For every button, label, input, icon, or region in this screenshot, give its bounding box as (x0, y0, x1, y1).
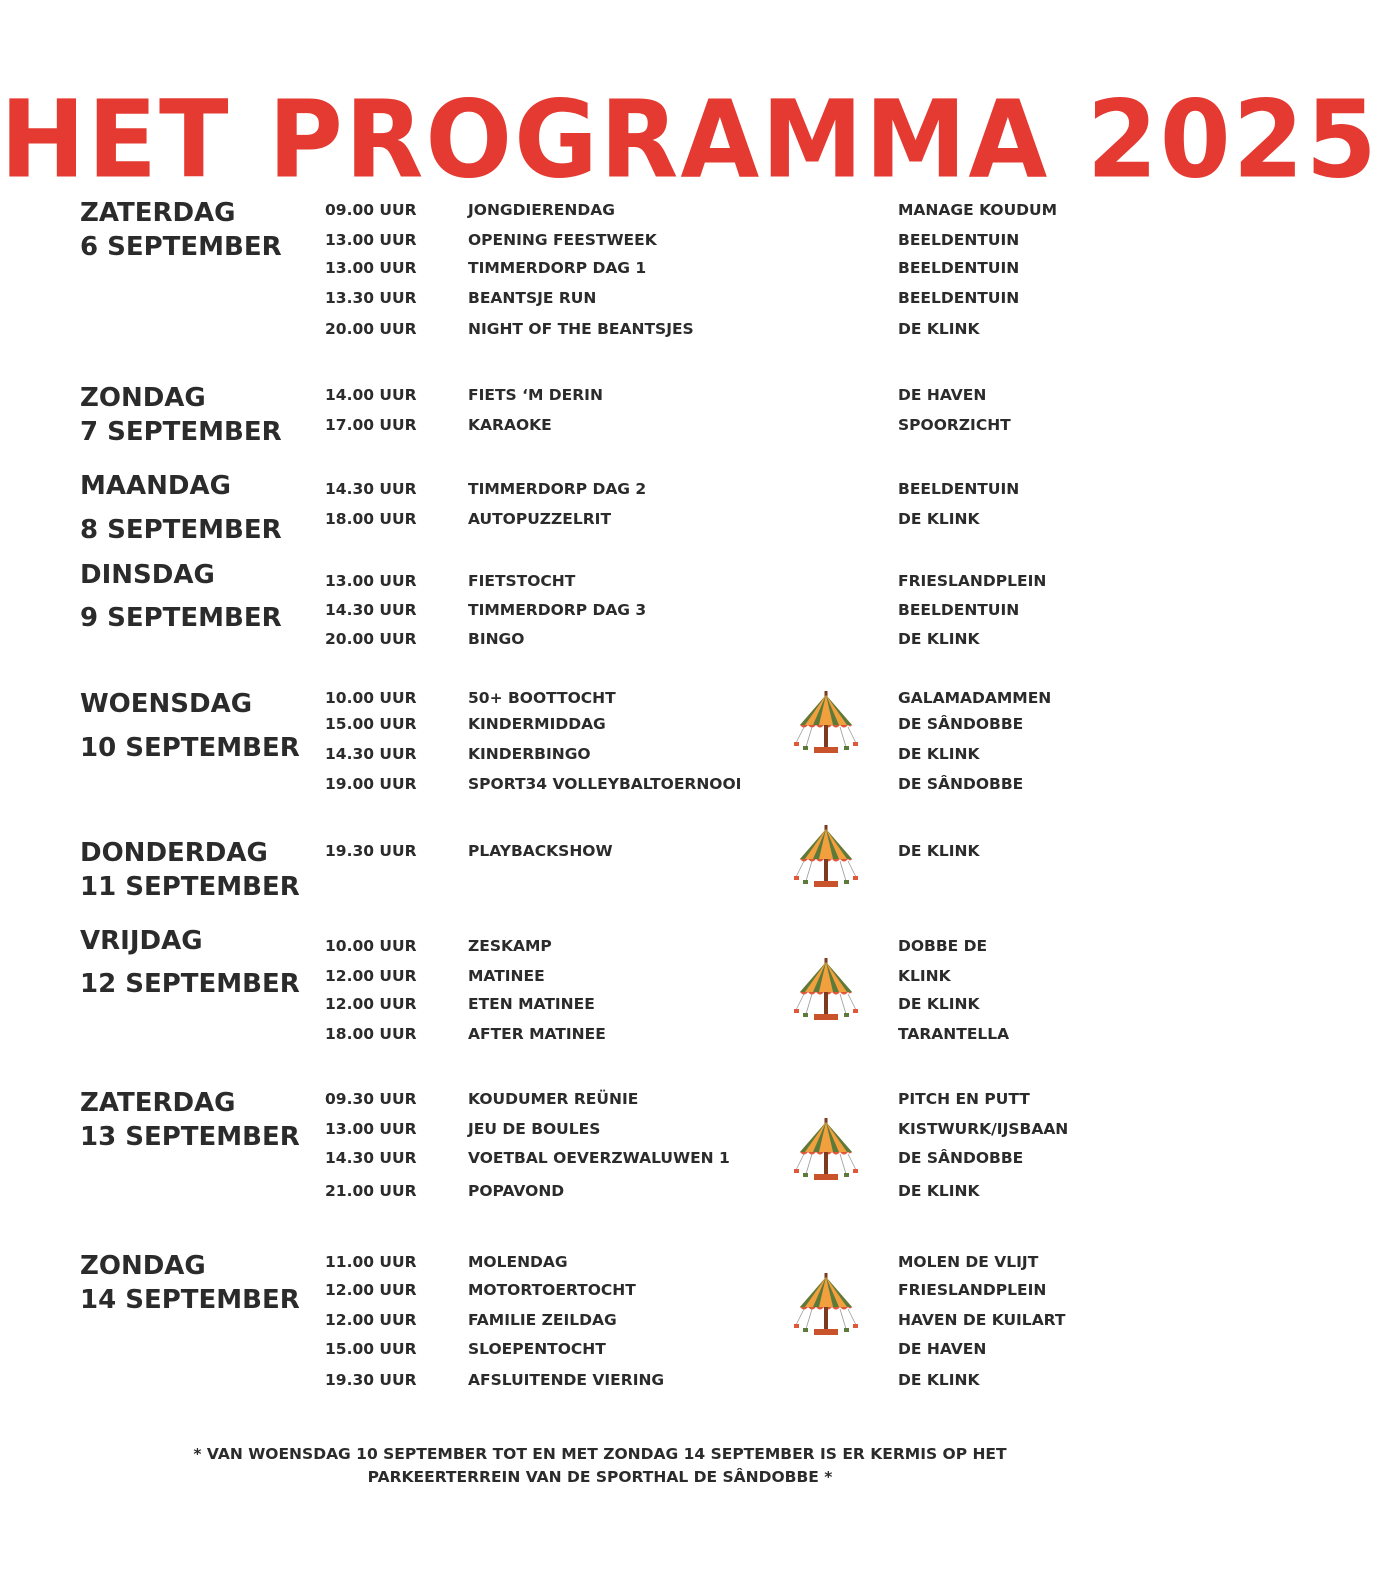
event-time: 09.00 UUR (325, 201, 417, 219)
event-location: DE KLINK (898, 745, 980, 763)
event-location: SPOORZICHT (898, 416, 1011, 434)
event-row (0, 231, 1200, 255)
carousel-icon (794, 1118, 858, 1182)
kermis-footnote (0, 1443, 1200, 1489)
event-title: MOTORTOERTOCHT (468, 1281, 636, 1299)
event-location: PITCH EN PUTT (898, 1090, 1030, 1108)
footnote-line-2: PARKEERTERREIN VAN DE SPORTHAL DE SÂNDOBBE * (367, 1468, 833, 1486)
day-name: ZONDAG (80, 383, 206, 413)
event-row (0, 416, 1200, 440)
event-time: 11.00 UUR (325, 1253, 417, 1271)
event-location: DE KLINK (898, 320, 980, 338)
event-row (0, 320, 1200, 344)
event-time: 14.30 UUR (325, 745, 417, 763)
event-time: 15.00 UUR (325, 1340, 417, 1358)
event-location: DE KLINK (898, 630, 980, 648)
event-location: DE KLINK (898, 1182, 980, 1200)
event-row (0, 995, 1200, 1019)
event-time: 14.30 UUR (325, 1149, 417, 1167)
event-row (0, 510, 1200, 534)
event-time: 20.00 UUR (325, 630, 417, 648)
event-title: KINDERBINGO (468, 745, 591, 763)
event-location: FRIESLANDPLEIN (898, 572, 1047, 590)
event-title: OPENING FEESTWEEK (468, 231, 657, 249)
carousel-icon (794, 958, 858, 1022)
event-time: 14.30 UUR (325, 480, 417, 498)
event-title: MATINEE (468, 967, 545, 985)
event-title: JONGDIERENDAG (468, 201, 615, 219)
event-time: 20.00 UUR (325, 320, 417, 338)
event-time: 18.00 UUR (325, 1025, 417, 1043)
event-row (0, 1371, 1200, 1395)
event-title: KOUDUMER REÜNIE (468, 1090, 639, 1108)
day-date: 7 SEPTEMBER (80, 417, 282, 447)
event-title: SLOEPENTOCHT (468, 1340, 606, 1358)
event-time: 10.00 UUR (325, 937, 417, 955)
footnote-line-1: * VAN WOENSDAG 10 SEPTEMBER TOT EN MET ZONDAG 14 SEPTEMBER IS ER KERMIS OP HET (193, 1445, 1007, 1463)
event-title: TIMMERDORP DAG 3 (468, 601, 647, 619)
event-time: 10.00 UUR (325, 689, 417, 707)
day-name: DONDERDAG (80, 838, 268, 868)
day-date: 14 SEPTEMBER (80, 1285, 300, 1315)
event-time: 13.30 UUR (325, 289, 417, 307)
event-title: AFSLUITENDE VIERING (468, 1371, 665, 1389)
event-row (0, 1253, 1200, 1277)
event-location: DE KLINK (898, 842, 980, 860)
event-row (0, 480, 1200, 504)
event-title: PLAYBACKSHOW (468, 842, 613, 860)
event-title: BEANTSJE RUN (468, 289, 597, 307)
event-time: 12.00 UUR (325, 1311, 417, 1329)
event-location: HAVEN DE KUILART (898, 1311, 1066, 1329)
event-time: 13.00 UUR (325, 259, 417, 277)
event-time: 14.00 UUR (325, 386, 417, 404)
event-title: FIETS ‘M DERIN (468, 386, 603, 404)
event-row (0, 630, 1200, 654)
day-name: ZATERDAG (80, 1088, 236, 1118)
event-location: DE KLINK (898, 510, 980, 528)
event-row (0, 201, 1200, 225)
event-location: DE SÂNDOBBE (898, 715, 1024, 733)
event-location: BEELDENTUIN (898, 601, 1020, 619)
day-name: WOENSDAG (80, 689, 253, 719)
event-location: GALAMADAMMEN (898, 689, 1052, 707)
day-date: 6 SEPTEMBER (80, 232, 282, 262)
event-row (0, 745, 1200, 769)
event-row (0, 386, 1200, 410)
event-time: 19.30 UUR (325, 842, 417, 860)
event-row (0, 259, 1200, 283)
event-row (0, 689, 1200, 713)
day-date: 13 SEPTEMBER (80, 1122, 300, 1152)
event-time: 17.00 UUR (325, 416, 417, 434)
event-title: JEU DE BOULES (468, 1120, 601, 1138)
event-row (0, 842, 1200, 866)
page-title: HET PROGRAMMA 2025 (0, 78, 1379, 204)
day-date: 8 SEPTEMBER (80, 515, 282, 545)
event-title: KARAOKE (468, 416, 552, 434)
event-title: FIETSTOCHT (468, 572, 576, 590)
event-title: TIMMERDORP DAG 1 (468, 259, 647, 277)
event-location: KLINK (898, 967, 951, 985)
event-row (0, 715, 1200, 739)
event-row (0, 1025, 1200, 1049)
event-row (0, 1281, 1200, 1305)
event-title: 50+ BOOTTOCHT (468, 689, 616, 707)
event-row (0, 1149, 1200, 1173)
event-row (0, 1090, 1200, 1114)
event-title: KINDERMIDDAG (468, 715, 606, 733)
event-location: DE HAVEN (898, 1340, 987, 1358)
event-time: 12.00 UUR (325, 1281, 417, 1299)
event-location: BEELDENTUIN (898, 259, 1020, 277)
event-title: ETEN MATINEE (468, 995, 595, 1013)
day-date: 11 SEPTEMBER (80, 872, 300, 902)
event-row (0, 937, 1200, 961)
day-date: 10 SEPTEMBER (80, 733, 300, 763)
event-title: TIMMERDORP DAG 2 (468, 480, 647, 498)
event-time: 12.00 UUR (325, 967, 417, 985)
day-name: MAANDAG (80, 471, 231, 501)
event-title: NIGHT OF THE BEANTSJES (468, 320, 694, 338)
event-time: 18.00 UUR (325, 510, 417, 528)
event-location: MANAGE KOUDUM (898, 201, 1058, 219)
event-time: 13.00 UUR (325, 231, 417, 249)
event-row (0, 1182, 1200, 1206)
event-title: POPAVOND (468, 1182, 565, 1200)
event-time: 19.30 UUR (325, 1371, 417, 1389)
event-location: TARANTELLA (898, 1025, 1010, 1043)
day-name: VRIJDAG (80, 926, 203, 956)
event-title: ZESKAMP (468, 937, 552, 955)
carousel-icon (794, 825, 858, 889)
event-title: VOETBAL OEVERZWALUWEN 1 (468, 1149, 730, 1167)
day-date: 12 SEPTEMBER (80, 969, 300, 999)
event-time: 19.00 UUR (325, 775, 417, 793)
event-time: 14.30 UUR (325, 601, 417, 619)
event-location: BEELDENTUIN (898, 231, 1020, 249)
event-title: AUTOPUZZELRIT (468, 510, 612, 528)
event-location: KISTWURK/IJSBAAN (898, 1120, 1069, 1138)
event-location: DE KLINK (898, 1371, 980, 1389)
event-title: BINGO (468, 630, 525, 648)
event-location: DE KLINK (898, 995, 980, 1013)
event-row (0, 1120, 1200, 1144)
day-name: DINSDAG (80, 560, 215, 590)
event-location: DOBBE DE (898, 937, 988, 955)
event-title: AFTER MATINEE (468, 1025, 606, 1043)
event-location: MOLEN DE VLIJT (898, 1253, 1039, 1271)
event-location: DE HAVEN (898, 386, 987, 404)
event-title: MOLENDAG (468, 1253, 568, 1271)
event-location: DE SÂNDOBBE (898, 775, 1024, 793)
event-time: 21.00 UUR (325, 1182, 417, 1200)
day-date: 9 SEPTEMBER (80, 603, 282, 633)
event-time: 09.30 UUR (325, 1090, 417, 1108)
event-time: 13.00 UUR (325, 572, 417, 590)
event-time: 13.00 UUR (325, 1120, 417, 1138)
event-row (0, 775, 1200, 799)
event-row (0, 289, 1200, 313)
event-location: DE SÂNDOBBE (898, 1149, 1024, 1167)
event-row (0, 1340, 1200, 1364)
event-title: FAMILIE ZEILDAG (468, 1311, 617, 1329)
day-name: ZONDAG (80, 1251, 206, 1281)
event-row (0, 1311, 1200, 1335)
event-time: 15.00 UUR (325, 715, 417, 733)
event-row (0, 572, 1200, 596)
event-row (0, 967, 1200, 991)
event-location: FRIESLANDPLEIN (898, 1281, 1047, 1299)
event-title: SPORT34 VOLLEYBALTOERNOOI (468, 775, 742, 793)
event-location: BEELDENTUIN (898, 480, 1020, 498)
day-name: ZATERDAG (80, 198, 236, 228)
event-time: 12.00 UUR (325, 995, 417, 1013)
carousel-icon (794, 1273, 858, 1337)
carousel-icon (794, 691, 858, 755)
event-location: BEELDENTUIN (898, 289, 1020, 307)
event-row (0, 601, 1200, 625)
